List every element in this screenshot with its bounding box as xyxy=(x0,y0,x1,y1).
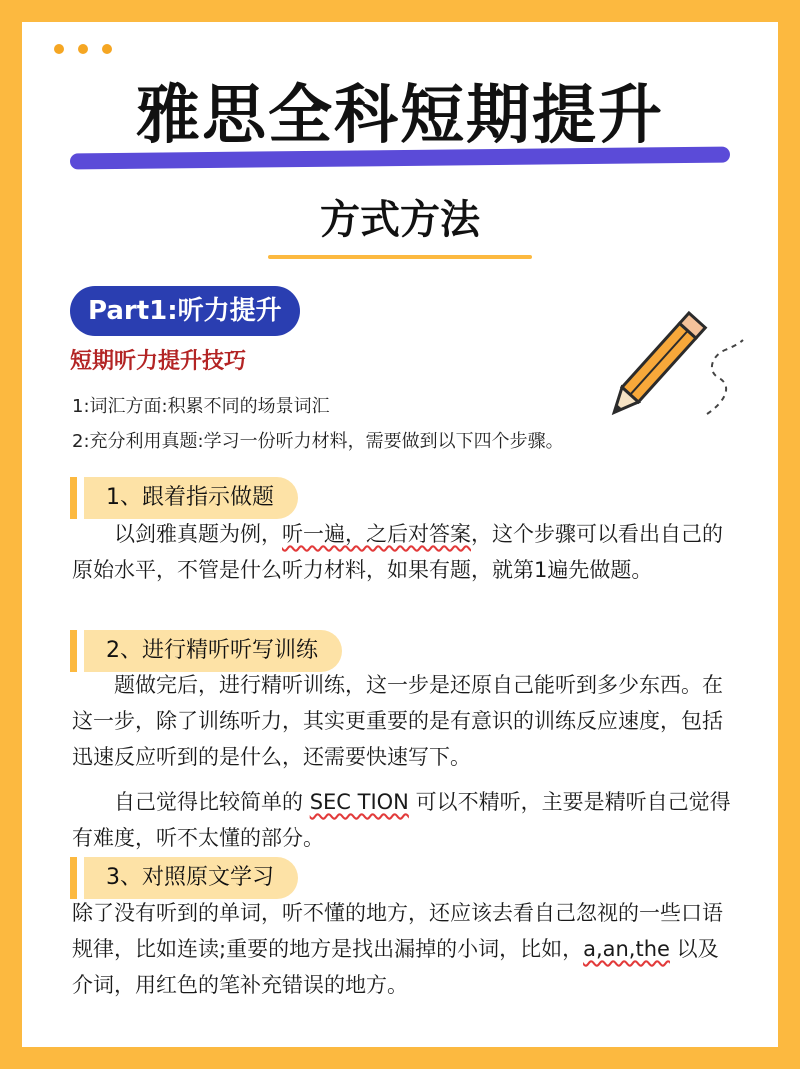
section-heading: 短期听力提升技巧 xyxy=(70,349,247,374)
text-span: 自己觉得比较简单的 xyxy=(114,790,310,814)
dot xyxy=(102,44,112,54)
step-3-paragraph xyxy=(72,895,732,1003)
intro-line: 1:词汇方面:积累不同的场景词汇 xyxy=(72,396,330,417)
text-span: 可以不精听，主要是精听自己觉得有难度，听不太懂的部分。 xyxy=(72,790,731,850)
text-span: ，这个步骤可以看出自己的原始水平，不管是什么听力材料，如果有题，就第1遍先做题。 xyxy=(72,522,723,582)
part-badge: Part1:听力提升 xyxy=(70,286,300,336)
intro-line: 2:充分利用真题:学习一份听力材料，需要做到以下四个步骤。 xyxy=(72,431,564,452)
step-accent-bar xyxy=(70,630,77,672)
subtitle-underline xyxy=(268,255,532,259)
step-accent-bar xyxy=(70,477,77,519)
highlighted-text: a,an,the xyxy=(583,937,670,961)
step-label: 3、对照原文学习 xyxy=(84,857,298,899)
dot xyxy=(54,44,64,54)
text-span: 除了没有听到的单词，听不懂的地方，还应该去看自己忽视的一些口语规律，比如连读;重要的地方是找出漏掉的小词，比如， xyxy=(72,901,723,961)
pencil-icon xyxy=(607,294,747,424)
dot xyxy=(78,44,88,54)
step-accent-bar xyxy=(70,857,77,899)
text-span: 以及介词，用红色的笔补充错误的地方。 xyxy=(72,937,719,997)
content-card xyxy=(22,22,778,1047)
step-1-paragraph xyxy=(72,516,732,588)
decorative-dots xyxy=(54,44,112,54)
page-subtitle: 方式方法 xyxy=(320,197,480,243)
highlighted-text: 听一遍，之后对答案 xyxy=(282,522,471,546)
step-label: 2、进行精听听写训练 xyxy=(84,630,342,672)
step-2-paragraph: 题做完后，进行精听训练，这一步是还原自己能听到多少东西。在这一步，除了训练听力，其实更重要的是有意识的训练反应速度，包括迅速反应听到的是什么，还需要快速写下。 xyxy=(72,673,723,769)
step-2-paragraph-extra xyxy=(72,784,732,856)
page-title: 雅思全科短期提升 xyxy=(136,79,664,153)
step-label: 1、跟着指示做题 xyxy=(84,477,298,519)
text-span: 以剑雅真题为例， xyxy=(114,522,282,546)
highlighted-text: SEC TION xyxy=(309,790,409,814)
